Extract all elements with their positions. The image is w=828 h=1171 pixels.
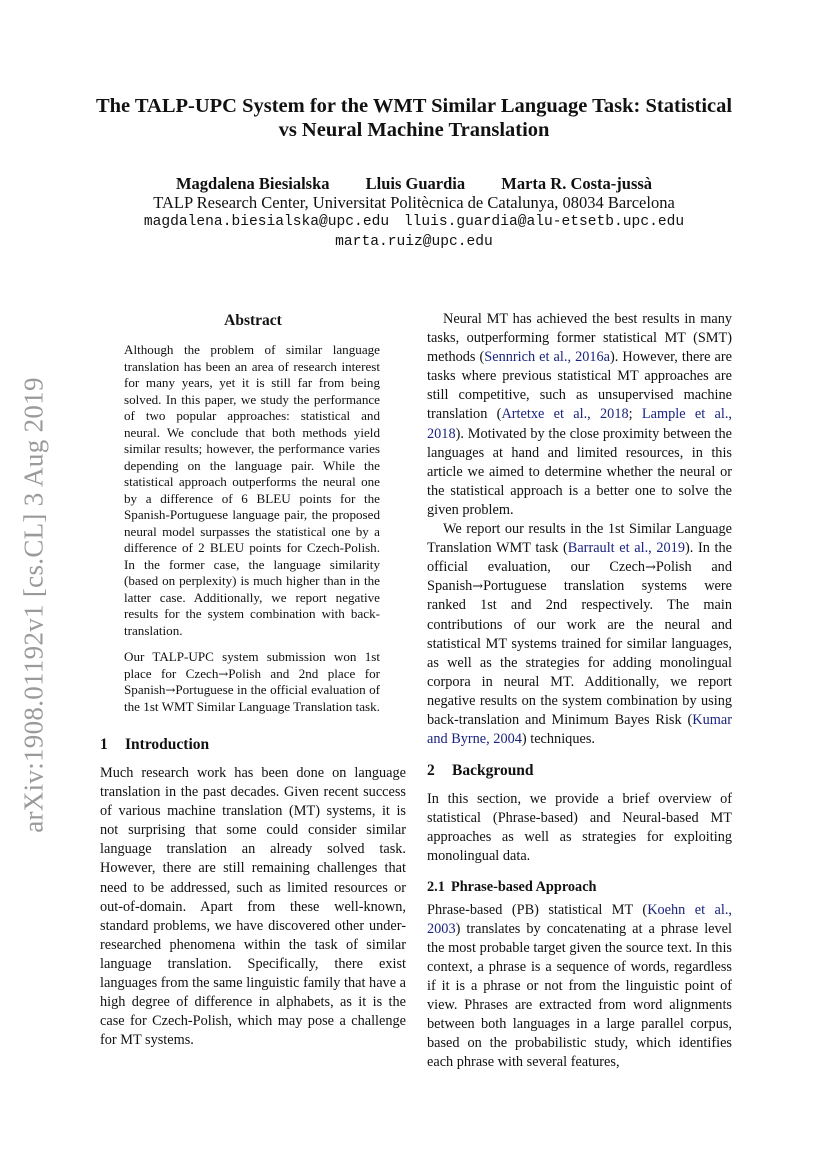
email-list — [60, 212, 768, 252]
section-heading: 1 Introduction — [100, 736, 210, 753]
abstract — [100, 342, 406, 715]
body-paragraph: Neural MT has achieved the best results in many tasks, outperforming former statistical MT (SMT) methods (Sennrich et al., 2016a). However, there are tasks where previous statistical MT approaches are still competitive, such as unsupervised machine translation (Artetxe et al., 2018; Lample et al., 2018). Motivated by the close proximity between the languages at hand and limited resources, in this article we aimed to determine whether the neural or the statistical approach is a better one to solve the given problem. — [427, 311, 732, 518]
left-column — [100, 310, 406, 1050]
author-email[interactable]: marta.ruiz@upc.edu — [335, 234, 493, 250]
author-name: Magdalena Biesialska — [175, 174, 330, 193]
citation-link[interactable]: Artetxe et al., 2018 — [501, 406, 629, 423]
author-name: Lluis Guardia — [365, 174, 466, 193]
subsection-heading: 2.1 Phrase-based Approach — [427, 878, 597, 895]
author-email[interactable]: magdalena.biesialska@upc.edu — [143, 214, 390, 230]
arxiv-id: arXiv:1908.01192v1 [cs.CL] 3 Aug 2019 — [18, 377, 49, 833]
body-paragraph: We report our results in the 1st Similar Language Translation WMT task (Barrault et al., 2019). In the official evaluation, our Czech→Polish and Spanish→Portuguese translation systems were ranked 1st and 2nd respectively. The main contributions of our work are the neural and statistical MT systems trained for similar languages, as well as the strategies for adding monolingual corpora in neural MT. Additionally, we report negative results on the system combination by using back-translation and Minimum Bayes Risk (Kumar and Byrne, 2004) techniques. — [427, 521, 733, 748]
abstract-paragraph: Although the problem of similar language translation has been an area of research interest for many years, yet it is still far from being solved. In this paper, we study the performance of two popular approaches: statistical and neural. We conclude that both methods yield similar results; however, the performance varies depending on the language pair. While the statistical approach outperforms the neural one by a difference of 6 BLEU points for the Spanish-Portuguese language pair, the proposed neural model surpasses the statistical one by a difference of 2 BLEU points for Czech-Polish. In the former case, the language similarity (based on perplexity) is much higher than in the latter case. Additionally, we report negative results for the system combination with back-translation. — [124, 342, 380, 638]
author-email[interactable]: lluis.guardia@alu-etsetb.upc.edu — [403, 214, 685, 230]
citation-link[interactable]: Kumar and Byrne, 2004 — [427, 711, 732, 748]
author-name: Marta R. Costa-jussà — [501, 174, 653, 193]
citation-link[interactable]: Koehn et al., 2003 — [427, 901, 732, 937]
right-column — [427, 310, 732, 1072]
citation-link[interactable]: Barrault et al., 2019 — [567, 540, 685, 557]
arxiv-watermark — [14, 366, 54, 844]
citation-link[interactable]: Sennrich et al., 2016a — [484, 349, 611, 366]
abstract-heading: Abstract — [224, 312, 282, 329]
body-paragraph: Phrase-based (PB) statistical MT (Koehn et al., 2003) translates by concatenating at a phrase level the most probable target given the source text. In this context, a phrase is a sequence of words, regardless if it is a phrase or not from the linguistic point of view. Phrases are extracted from word alignments between both languages in a large parallel corpus, based on the probabilistic study, which identifies each phrase with several features, — [427, 901, 732, 1071]
paper-title: The TALP-UPC System for the WMT Similar Language Task: Statistical vs Neural Machine Translation — [95, 95, 733, 141]
body-paragraph: Much research work has been done on language translation in the past decades. Given recent success of various machine translation (MT) systems, it is not surprising that some could consider similar language translation an already solved task. However, there are still remaining challenges that need to be addressed, such as limited resources or out-of-domain. Apart from these well-known, standard problems, we have discovered other under-researched phenomena within the task of similar language translation. Specifically, there exist languages from the same linguistic family that have a high degree of difference in alphabets, as it is the case for Czech-Polish, which may pose a challenge for MT systems. — [100, 765, 406, 1049]
body-paragraph: In this section, we provide a brief overview of statistical (Phrase-based) and Neural-based MT approaches as well as strategies for exploiting monolingual data. — [427, 791, 732, 865]
abstract-paragraph: Our TALP-UPC system submission won 1st place for Czech→Polish and 2nd place for Spanish→Portuguese in the official evaluation of the 1st WMT Similar Language Translation task. — [124, 649, 380, 714]
affiliation: TALP Research Center, Universitat Politècnica de Catalunya, 08034 Barcelona — [153, 193, 675, 212]
citation-link[interactable]: Lample et al., 2018 — [427, 406, 732, 442]
section-heading: 2 Background — [427, 762, 534, 780]
